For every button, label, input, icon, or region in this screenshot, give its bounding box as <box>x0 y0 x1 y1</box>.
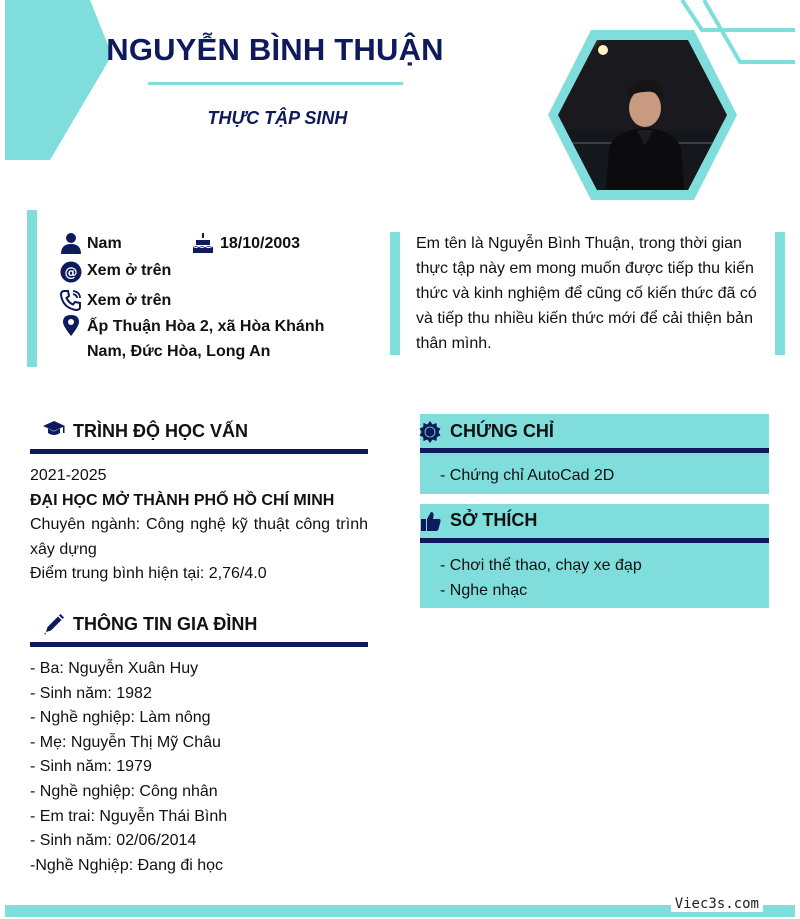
thumbs-up-icon <box>420 510 442 532</box>
family-line: - Mẹ: Nguyễn Thị Mỹ Châu <box>30 733 221 751</box>
education-years: 2021-2025 <box>30 467 107 484</box>
svg-text:@: @ <box>64 265 78 281</box>
candidate-name: NGUYỄN BÌNH THUẬN <box>106 32 444 67</box>
family-line: - Sinh năm: 1982 <box>30 684 152 702</box>
person-icon <box>60 232 82 254</box>
education-details <box>30 464 368 587</box>
job-title: THỰC TẬP SINH <box>207 108 348 128</box>
certificates-title: CHỨNG CHỈ <box>450 421 554 441</box>
family-details <box>30 657 368 878</box>
family-line: - Ba: Nguyễn Xuân Huy <box>30 660 199 677</box>
family-line: -Nghề Nghiệp: Đang đi học <box>30 856 224 874</box>
family-section-title: THÔNG TIN GIA ĐÌNH <box>73 614 258 634</box>
gender-text: Nam <box>87 235 122 252</box>
email-text: Xem ở trên <box>87 262 172 279</box>
email-icon <box>60 261 82 283</box>
intro-accent-bar-left <box>390 232 400 355</box>
education-school: ĐẠI HỌC MỞ THÀNH PHỐ HỒ CHÍ MINH <box>30 491 335 509</box>
hobby-item: - Nghe nhạc <box>440 581 528 599</box>
family-line: - Nghề nghiệp: Làm nông <box>30 709 211 727</box>
hobbies-list <box>440 554 642 603</box>
location-pin-icon <box>60 314 82 336</box>
hobbies-title: SỞ THÍCH <box>450 510 538 530</box>
family-title-rule <box>30 642 368 647</box>
education-gpa: Điểm trung bình hiện tại: 2,76/4.0 <box>30 565 267 583</box>
address-line-2: Nam, Đức Hòa, Long An <box>87 343 271 360</box>
education-section-title: TRÌNH ĐỘ HỌC VẤN <box>73 421 248 441</box>
title-underline <box>148 82 403 85</box>
family-line: - Sinh năm: 1979 <box>30 758 152 776</box>
intro-paragraph: Em tên là Nguyễn Bình Thuận, trong thời gian thực tập này em mong muốn được tiếp thu kiến thức và kinh nghiệm để cũng cố kiến thức đã có và tiếp thu nhiều kiến thức mới để cải thiện bản thân mình. <box>416 235 757 352</box>
family-line: - Sinh năm: 02/06/2014 <box>30 832 197 850</box>
graduation-cap-icon <box>43 420 65 438</box>
contact-accent-bar <box>27 210 37 367</box>
birthday-text: 18/10/2003 <box>220 235 301 252</box>
address-line-1: Ấp Thuận Hòa 2, xã Hòa Khánh <box>87 318 325 335</box>
phone-icon <box>60 289 82 311</box>
family-line: - Em trai: Nguyễn Thái Bình <box>30 807 228 825</box>
pencil-icon <box>43 613 65 635</box>
education-title-rule <box>30 449 368 454</box>
badge-icon <box>419 421 441 443</box>
decorative-corner-shape <box>0 0 115 162</box>
phone-text: Xem ở trên <box>87 292 172 309</box>
cake-icon <box>192 232 214 254</box>
hobby-item: - Chơi thể thao, chạy xe đạp <box>440 557 642 574</box>
family-line: - Nghề nghiệp: Công nhân <box>30 782 218 800</box>
certificate-item: - Chứng chỉ AutoCad 2D <box>440 467 615 484</box>
education-major: Chuyên ngành: Công nghệ kỹ thuật công trình xây dựng <box>30 516 368 558</box>
hobbies-title-rule <box>420 538 769 543</box>
profile-photo <box>545 30 740 200</box>
certificates-title-rule <box>420 448 769 453</box>
watermark-text: Viec3s.com <box>671 896 763 912</box>
intro-accent-bar-right <box>775 232 785 355</box>
